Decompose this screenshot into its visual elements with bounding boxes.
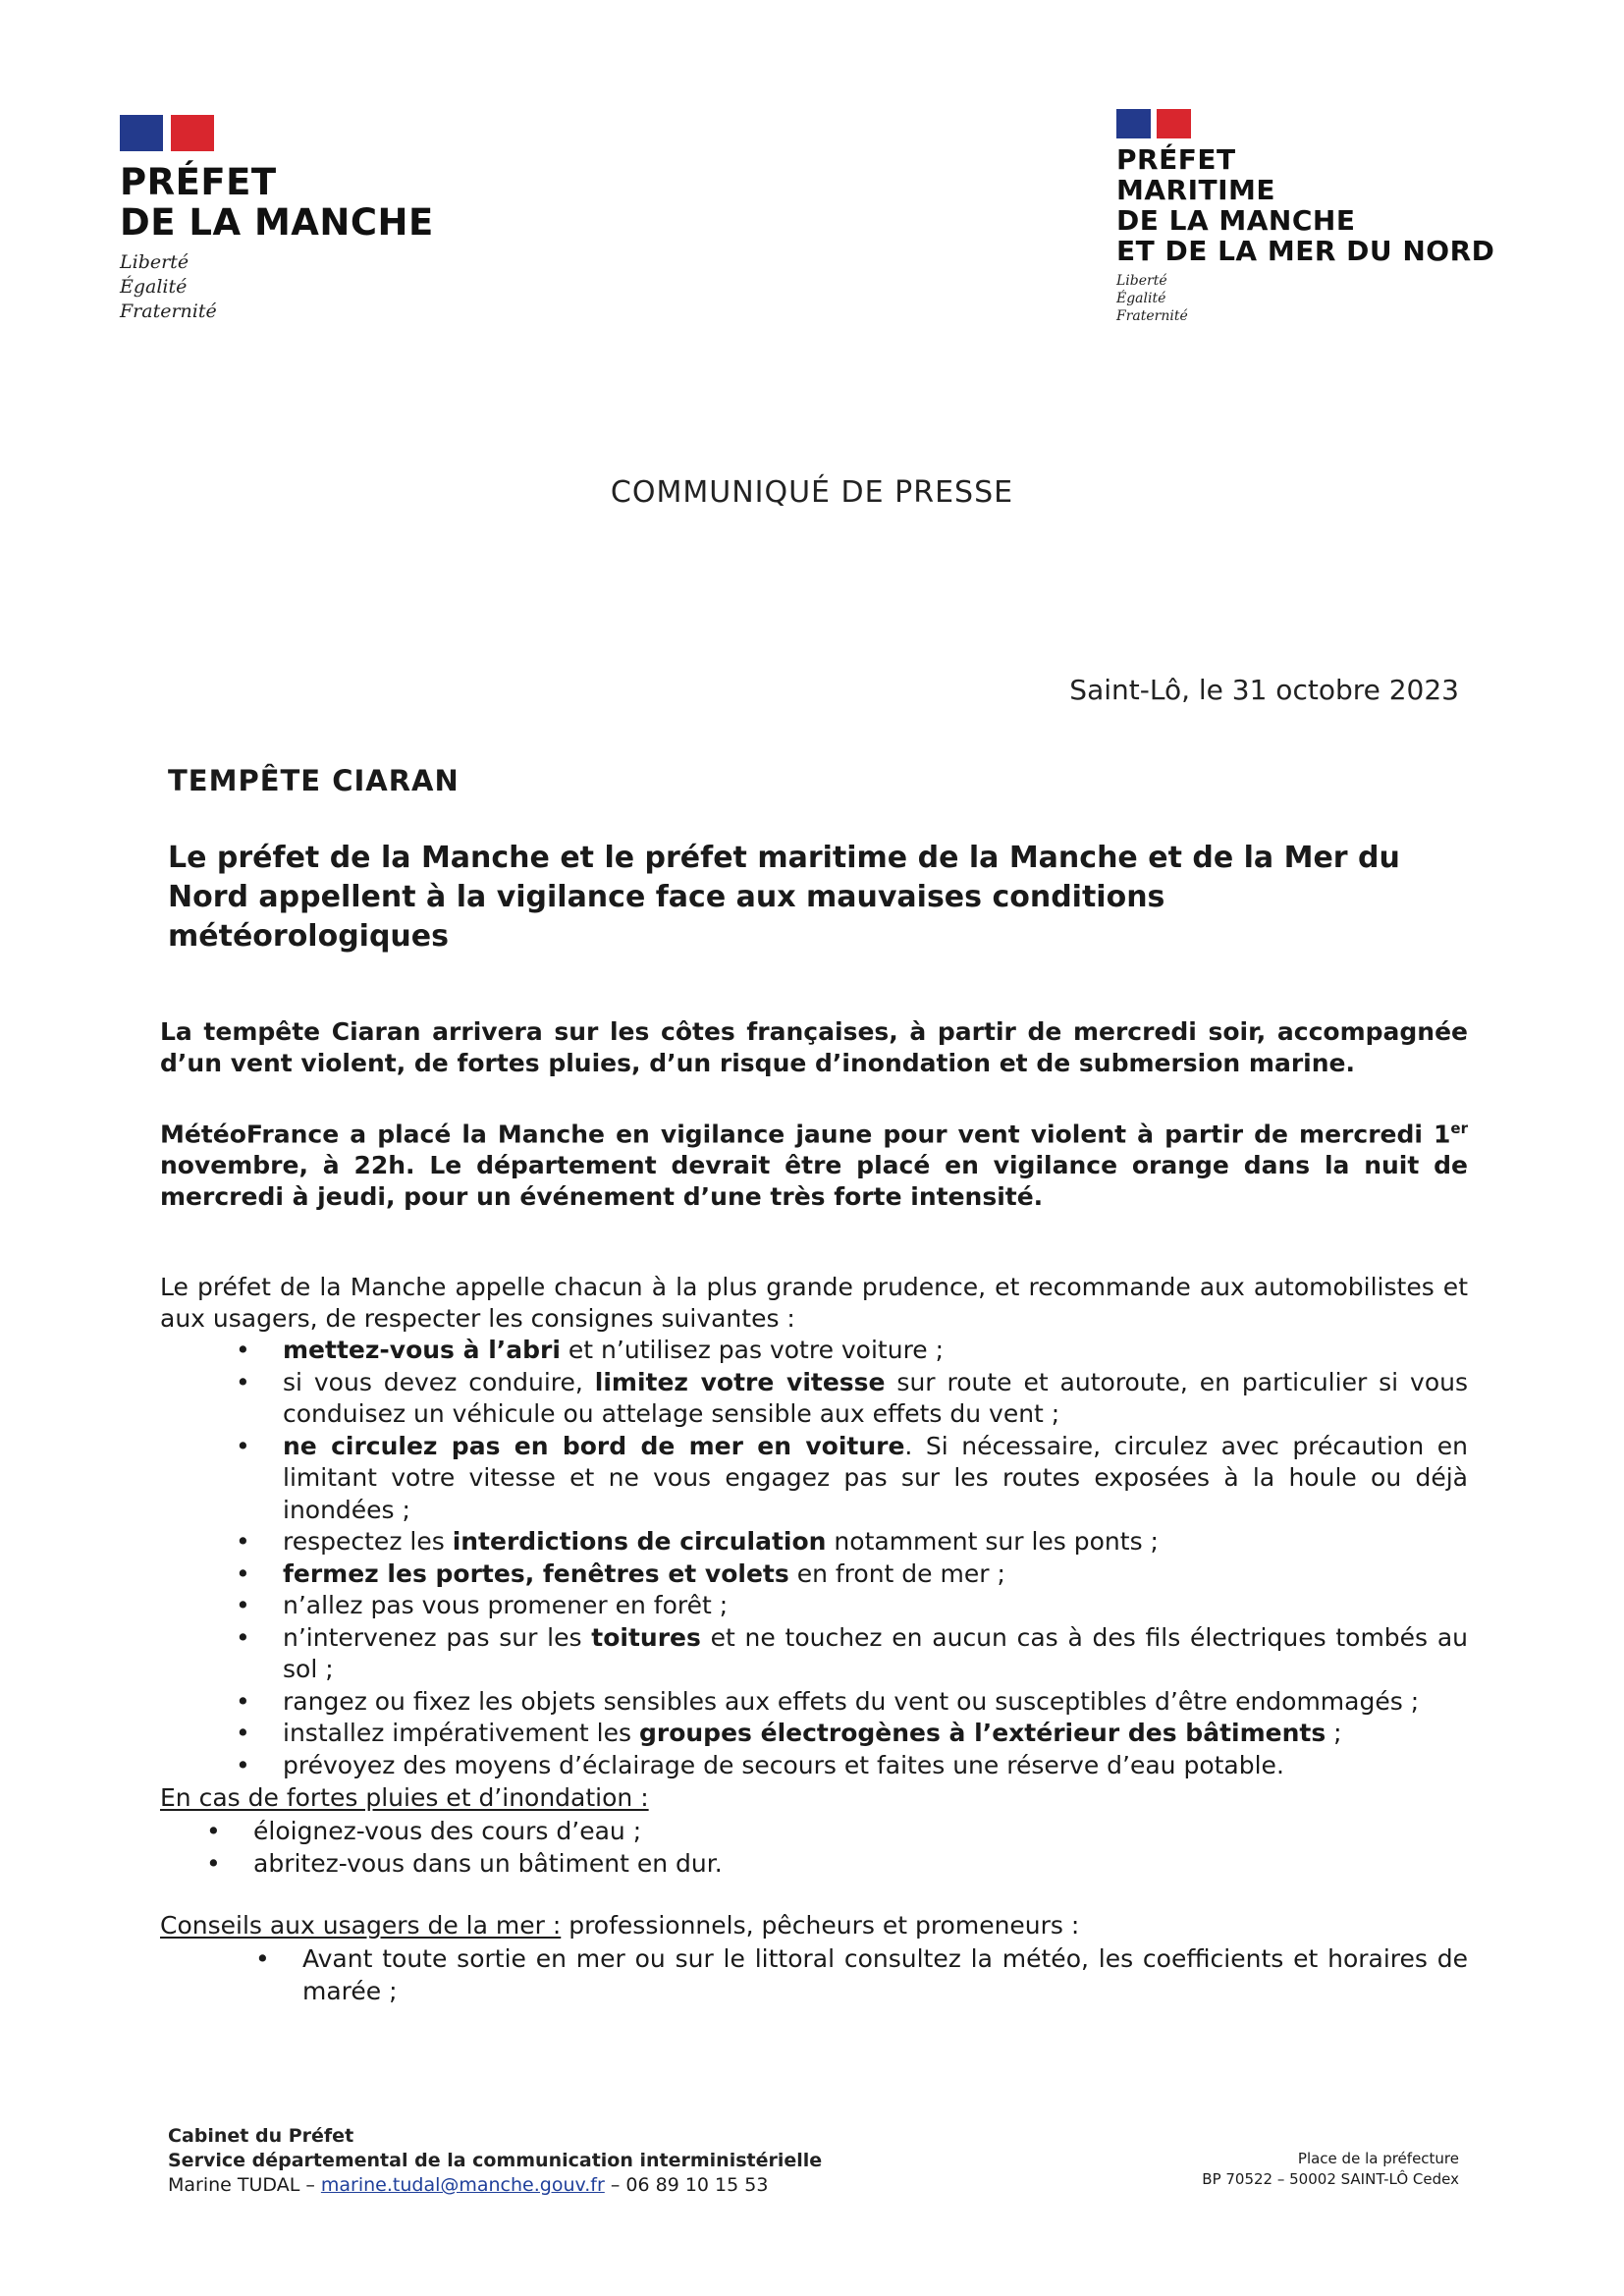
item-text: rangez ou fixez les objets sensibles aux effets du vent ou susceptibles d’être endommagés ; xyxy=(283,1686,1420,1716)
item-text: respectez les xyxy=(283,1527,453,1556)
prefet-manche-logo xyxy=(120,115,434,324)
document-type: COMMUNIQUÉ DE PRESSE xyxy=(610,475,1014,510)
motto-liberte: Liberté xyxy=(120,251,189,273)
republic-motto xyxy=(120,250,434,324)
contact-name: Marine TUDAL – xyxy=(168,2174,321,2196)
item-text: installez impérativement les xyxy=(283,1719,639,1747)
item-text: . Si nécessaire, circulez avec précaution en limitant votre vitesse et ne vous engagez pas sur les routes exposées à la houle ou déjà inondées ; xyxy=(283,1431,1468,1524)
vigilance-text-end: novembre, à 22h. Le département devrait être placé en vigilance orange dans la nuit de mercredi à jeudi, pour un événement d’une très forte intensité. xyxy=(160,1151,1468,1212)
item-text: n’intervenez pas sur les xyxy=(283,1622,592,1652)
item-text: et n’utilisez pas votre voiture ; xyxy=(560,1336,945,1364)
page-title: TEMPÊTE CIARAN xyxy=(168,764,460,797)
page-subtitle: Le préfet de la Manche et le préfet maritime de la Manche et de la Mer du Nord appellent à la vigilance face aux mauvaises conditions météorologiques xyxy=(168,841,1400,954)
item-text: prévoyez des moyens d’éclairage de secours et faites une réserve d’eau potable. xyxy=(283,1750,1284,1779)
instructions-list xyxy=(283,1335,1468,1781)
footer-service: Service départemental de la communication interministérielle xyxy=(168,2150,823,2171)
intro-paragraph: La tempête Ciaran arrivera sur les côtes françaises, à partir de mercredi soir, accompagnée d’un vent violent, de fortes pluies, d’un risque d’inondation et de submersion marine. xyxy=(160,1017,1468,1077)
motto-fraternite: Fraternité xyxy=(120,301,217,322)
recommendations-paragraph: Le préfet de la Manche appelle chacun à la plus grande prudence, et recommande aux automobilistes et aux usagers, de respecter les consignes suivantes : xyxy=(160,1273,1468,1333)
marianne-flag-icon xyxy=(1116,109,1494,138)
item-emphasis: groupes électrogènes à l’extérieur des bâtiments xyxy=(638,1719,1326,1747)
footer-cabinet: Cabinet du Préfet xyxy=(168,2125,354,2147)
list-item xyxy=(283,1750,1468,1782)
list-item xyxy=(283,1718,1468,1750)
item-emphasis: toitures xyxy=(591,1622,701,1652)
item-text: en front de mer ; xyxy=(788,1558,1005,1588)
motto-fraternite: Fraternité xyxy=(1116,308,1188,324)
list-item xyxy=(283,1431,1468,1527)
vigilance-paragraph xyxy=(160,1113,1468,1213)
item-text: n’allez pas vous promener en forêt ; xyxy=(283,1591,729,1619)
org-name-line2: DE LA MANCHE xyxy=(120,201,434,244)
address-line2: BP 70522 – 50002 SAINT-LÔ Cedex xyxy=(1202,2170,1459,2188)
republic-motto xyxy=(1116,272,1494,325)
list-item xyxy=(283,1526,1468,1558)
motto-egalite: Égalité xyxy=(120,276,188,298)
org-name-line1: PRÉFET xyxy=(120,161,277,203)
ordinal-suffix: er xyxy=(1450,1120,1468,1137)
list-item: • éloignez-vous des cours d’eau ; xyxy=(253,1816,1235,1848)
date-line: Saint-Lô, le 31 octobre 2023 xyxy=(1069,674,1459,706)
list-item xyxy=(283,1335,1468,1367)
org-name-line3: DE LA MANCHE xyxy=(1116,204,1356,237)
sea-title-text: Conseils aux usagers de la mer : xyxy=(160,1911,562,1940)
list-item xyxy=(283,1367,1468,1431)
org-name-line1: PRÉFET xyxy=(1116,143,1236,176)
list-item xyxy=(283,1590,1468,1622)
footer-contact-line xyxy=(168,2173,822,2198)
contact-phone: – 06 89 10 15 53 xyxy=(604,2174,769,2196)
item-emphasis: limitez votre vitesse xyxy=(594,1367,886,1396)
address-line1: Place de la préfecture xyxy=(1297,2150,1459,2167)
list-item xyxy=(283,1558,1468,1591)
sea-title-subtitle: professionnels, pêcheurs et promeneurs : xyxy=(561,1911,1080,1940)
item-emphasis: ne circulez pas en bord de mer en voiture xyxy=(283,1431,905,1460)
motto-liberte: Liberté xyxy=(1116,273,1167,289)
item-emphasis: fermez les portes, fenêtres et volets xyxy=(283,1558,789,1588)
rain-title-text: En cas de fortes pluies et d’inondation : xyxy=(160,1783,649,1812)
contact-email-link[interactable]: marine.tudal@manche.gouv.fr xyxy=(320,2174,605,2196)
item-text: ; xyxy=(1326,1719,1342,1747)
prefet-maritime-logo xyxy=(1116,109,1494,325)
item-text: sur route et autoroute, en particulier si vous conduisez un véhicule ou attelage sensible aux effets du vent ; xyxy=(283,1367,1468,1428)
sea-section-title xyxy=(160,1910,1079,1941)
vigilance-text-start: MétéoFrance a placé la Manche en vigilance jaune pour vent violent à partir de mercredi 1 xyxy=(160,1120,1451,1149)
item-text: et ne touchez en aucun cas à des fils électriques tombés au sol ; xyxy=(283,1622,1468,1683)
list-item xyxy=(283,1686,1468,1719)
footer-address xyxy=(1202,2149,1459,2190)
footer-contact xyxy=(168,2124,822,2198)
item-text: notamment sur les ponts ; xyxy=(826,1527,1159,1556)
marianne-flag-icon xyxy=(120,115,434,151)
rain-section-title xyxy=(160,1782,649,1814)
list-item: • abritez-vous dans un bâtiment en dur. xyxy=(253,1848,1235,1881)
item-emphasis: mettez-vous à l’abri xyxy=(283,1336,561,1364)
sea-list xyxy=(302,1943,1468,2007)
org-name-line2: MARITIME xyxy=(1116,174,1276,206)
list-item: • Avant toute sortie en mer ou sur le littoral consultez la météo, les coefficients et horaires de marée ; xyxy=(302,1943,1468,2007)
item-emphasis: interdictions de circulation xyxy=(452,1527,827,1556)
motto-egalite: Égalité xyxy=(1116,291,1166,306)
org-name-line4: ET DE LA MER DU NORD xyxy=(1116,235,1495,267)
item-text: si vous devez conduire, xyxy=(283,1367,595,1396)
list-item xyxy=(283,1622,1468,1686)
rain-list xyxy=(253,1816,1235,1880)
